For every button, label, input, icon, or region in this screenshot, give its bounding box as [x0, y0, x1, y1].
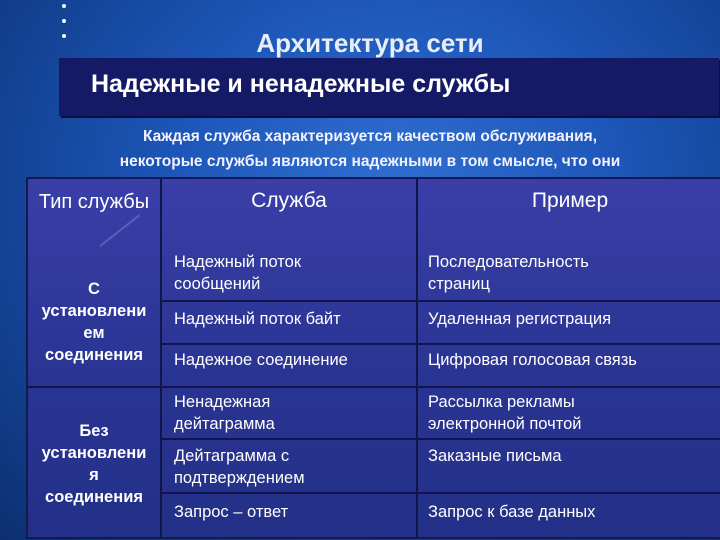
service-cell: [174, 349, 414, 371]
type-line: соединения: [45, 346, 143, 364]
service-cell: [174, 391, 414, 435]
bullet-dot: [62, 19, 66, 23]
column-divider: [416, 179, 418, 537]
type-connectionless: [28, 420, 160, 508]
column-divider: [160, 179, 162, 537]
type-line: ем: [83, 324, 105, 342]
service-cell: [174, 308, 414, 330]
header-example: Пример: [531, 189, 609, 212]
type-line: я: [89, 466, 99, 484]
type-line: соединения: [45, 488, 143, 506]
type-connection-oriented: [28, 278, 160, 366]
bullet-dot: [62, 4, 66, 8]
example-text: Удаленная регистрация: [428, 310, 612, 328]
example-cell: [428, 501, 718, 523]
group-divider: [28, 386, 720, 388]
example-text: страниц: [428, 275, 490, 293]
services-table: [26, 177, 720, 539]
slide-title: Архитектура сети: [256, 28, 484, 58]
service-cell: [174, 445, 414, 489]
row-divider: [160, 343, 720, 345]
service-text: Ненадежная: [174, 393, 271, 411]
slide-subtitle: Надежные и ненадежные службы: [91, 70, 511, 98]
row-divider: [160, 438, 720, 440]
type-line: установлени: [41, 444, 147, 462]
service-text: Надежный поток байт: [174, 310, 341, 328]
service-text: Надежный поток: [174, 253, 302, 271]
example-cell: [428, 349, 718, 371]
type-line: Без: [79, 422, 109, 440]
header-service: Служба: [251, 189, 327, 212]
example-cell: [428, 251, 718, 295]
service-text: подтверждением: [174, 469, 305, 487]
example-cell: [428, 308, 718, 330]
example-text: Цифровая голосовая связь: [428, 351, 637, 369]
service-text: дейтаграмма: [174, 415, 275, 433]
header-type: Тип службы: [38, 191, 150, 213]
example-cell: [428, 445, 718, 467]
service-text: Надежное соединение: [174, 351, 348, 369]
subtitle-banner: [59, 58, 719, 116]
slide-description: [20, 124, 720, 174]
row-divider: [160, 492, 720, 494]
service-cell: [174, 501, 414, 523]
example-text: Рассылка рекламы: [428, 393, 575, 411]
service-text: Запрос – ответ: [174, 503, 289, 521]
service-cell: [174, 251, 414, 295]
description-line-2: некоторые службы являются надежными в том смысле, что они: [119, 153, 621, 170]
type-line: С: [88, 280, 100, 298]
example-text: Последовательность: [428, 253, 589, 271]
example-text: электронной почтой: [428, 415, 582, 433]
example-cell: [428, 391, 718, 435]
type-line: установлени: [41, 302, 147, 320]
example-text: Запрос к базе данных: [428, 503, 596, 521]
service-text: сообщений: [174, 275, 261, 293]
row-divider: [160, 300, 720, 302]
description-line-1: Каждая служба характеризуется качеством обслуживания,: [142, 128, 598, 145]
example-text: Заказные письма: [428, 447, 562, 465]
service-text: Дейтаграмма с: [174, 447, 290, 465]
